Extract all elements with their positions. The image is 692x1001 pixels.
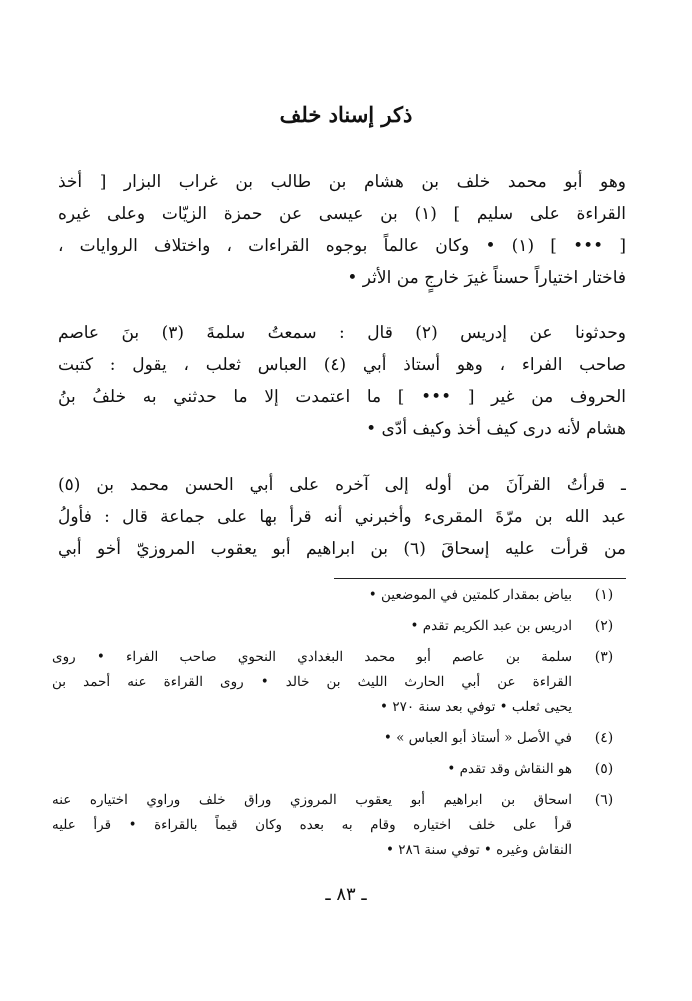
text-line: صاحب الفراء ، وهو أستاذ أبي (٤) العباس ثعلب ، يقول : كتبت (58, 355, 626, 375)
footnote-text: في الأصل « أستاذ أبو العباس » • (383, 730, 572, 746)
text-line: وهو أبو محمد خلف بن هشام بن طالب بن غراب البزار [ أخذ (58, 172, 626, 192)
page-number: ـ ٨٣ ـ (325, 884, 367, 905)
footnotes (52, 583, 626, 863)
footnote-2 (52, 614, 626, 639)
text-line: [ ••• ] (١) • وكان عالماً بوجوه القراءات ، واختلاف الروايات ، (58, 236, 626, 256)
footnote-text: قرأ على خلف اختياره وقام به بعده وكان قيماً بالقراءة • قرأ عليه (52, 817, 572, 833)
paragraph-1 (58, 166, 626, 294)
footnote-number: (٥) (594, 761, 614, 777)
footnote-text: ادريس بن عبد الكريم تقدم • (410, 618, 572, 634)
footnote-text: بياض بمقدار كلمتين في الموضعين • (368, 587, 572, 603)
footnote-number: (٣) (594, 649, 614, 665)
footnote-text: يحيى ثعلب • توفي بعد سنة ٢٧٠ • (380, 699, 572, 715)
text-line: من قرأت عليه إسحاقَ (٦) بن ابراهيم أبو يعقوب المروزيّ أخو أبي (58, 539, 626, 559)
text-line: ـ قرأتُ القرآنَ من أوله إلى آخره على أبي الحسن محمد بن (٥) (58, 475, 626, 495)
text-line: هشام لأنه درى كيف أخذ وكيف أدّى • (366, 419, 626, 439)
text-line: الحروف من غير [ ••• ] ما اعتمدت إلا ما حدثني به خلفُ بنُ (58, 387, 626, 407)
footnote-number: (٤) (594, 730, 614, 746)
footnote-divider (334, 578, 626, 579)
footnote-text: اسحاق بن ابراهيم أبو يعقوب المروزي وراق خلف وراوي اختياره عنه (52, 792, 572, 808)
footnote-number: (٦) (594, 792, 614, 808)
text-line: عبد الله بن مرّةَ المقرىء وأخبرني أنه قرأ بها على جماعة قال : فأولُ (58, 507, 626, 527)
footnote-6 (52, 788, 626, 863)
paragraph-2 (58, 317, 626, 445)
footnote-text: سلمة بن عاصم أبو محمد البغدادي النحوي صاحب الفراء • روى (52, 649, 572, 665)
section-heading: ذكر إسناد خلف (279, 102, 413, 127)
text-line: وحدثونا عن إدريس (٢) قال : سمعتُ سلمةَ (٣) بنَ عاصم (58, 323, 626, 343)
text-line: فاختار اختياراً حسناً غيرَ خارجٍ من الأثر • (347, 268, 626, 288)
paragraph-3 (58, 469, 626, 565)
footnote-number: (١) (594, 587, 614, 603)
footnote-5 (52, 757, 626, 782)
footnote-number: (٢) (594, 618, 614, 634)
footnote-1 (52, 583, 626, 608)
footnote-text: القراءة عن أبي الحارث الليث بن خالد • روى القراءة عنه أحمد بن (52, 674, 572, 690)
footnote-text: النقاش وغيره • توفي سنة ٢٨٦ • (385, 842, 572, 858)
footnote-3 (52, 645, 626, 720)
footnote-4 (52, 726, 626, 751)
text-line: القراءة على سليم ] (١) بن عيسى عن حمزة الزيّات وعلى غيره (58, 204, 626, 224)
footnote-text: هو النقاش وقد تقدم • (447, 761, 572, 777)
